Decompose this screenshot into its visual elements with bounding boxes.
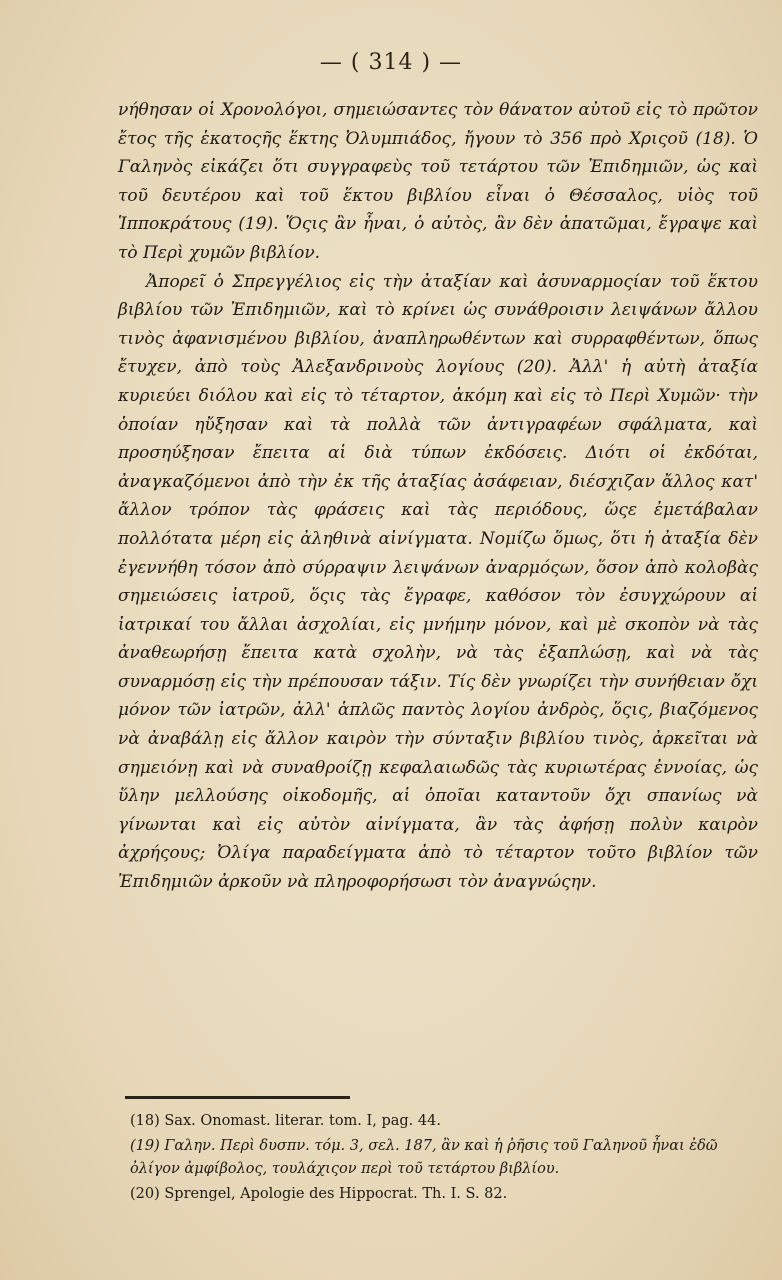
footnote-divider [125, 1096, 350, 1099]
paragraph-continuation: νήθησαν οἱ Χρονολόγοι, σημειώσαντες τὸν θάνατον αὐτοῦ εἰς τὸ πρῶτον ἔτος τῆς ἑκατοςῆς ἕκτης Ὀλυμπιάδος, ἤγουν τὸ 356 πρὸ Χριςοῦ (18). Ὁ Γαληνὸς εἰκάζει ὅτι συγγραφεὺς τοῦ τετάρτου τῶν Ἐπιδημιῶν, ὡς καὶ τοῦ δευτέρου καὶ τοῦ ἕκτου βιβλίου εἶναι ὁ Θέσσαλος, υἱὸς τοῦ Ἱπποκράτους (19). Ὅςις ἂν ἦναι, ὁ αὐτὸς, ἂν δὲν ἀπατῶμαι, ἔγραψε καὶ τὸ Περὶ χυμῶν βιβλίον. [118, 100, 758, 263]
footnotes [130, 1110, 765, 1208]
footnote-20: (20) Sprengel, Apologie des Hippocrat. Th. I. S. 82. [130, 1186, 508, 1202]
page-number-header: — ( 314 ) — [319, 50, 463, 75]
footnote-19: (19) Γαλην. Περὶ δυσπν. τόμ. 3, σελ. 187, ἂν καὶ ἡ ῥῆσις τοῦ Γαληνοῦ ἦναι ἐδῶ ὀλίγον ἀμφίβολος, τουλάχιςον περὶ τοῦ τετάρτου βιβλίου. [130, 1138, 718, 1177]
main-text [118, 96, 758, 897]
paragraph-sprengel: Ἀπορεῖ ὁ Σπρεγγέλιος εἰς τὴν ἀταξίαν καὶ ἀσυναρμοςίαν τοῦ ἕκτου βιβλίου τῶν Ἐπιδημιῶν, καὶ τὸ κρίνει ὡς συνάθροισιν λειψάνων ἄλλου τινὸς ἀφανισμένου βιβλίου, ἀναπληρωθέντων καὶ συρραφθέντων, ὅπως ἔτυχεν, ἀπὸ τοὺς Ἀλεξανδρινοὺς λογίους (20). Ἀλλ' ἡ αὐτὴ ἀταξία κυριεύει διόλου καὶ εἰς τὸ τέταρτον, ἀκόμη καὶ εἰς τὸ Περὶ Χυμῶν· τὴν ὁποίαν ηὔξησαν καὶ τὰ πολλὰ τῶν ἀντιγραφέων σφάλματα, καὶ προσηύξησαν ἔπειτα αἱ διὰ τύπων ἐκδόσεις. Διότι οἱ ἐκδόται, ἀναγκαζόμενοι ἀπὸ τὴν ἐκ τῆς ἀταξίας ἀσάφειαν, διέσχιζαν ἄλλος κατ' ἄλλον τρόπον τὰς φράσεις καὶ τὰς περιόδους, ὥςε ἐμετάβαλαν πολλότατα μέρη εἰς ἀληθινὰ αἰνίγματα. Νομίζω ὅμως, ὅτι ἡ ἀταξία δὲν ἐγεννήθη τόσον ἀπὸ σύρραψιν λειψάνων ἀναρμόςων, ὅσον ἀπὸ κολοβὰς σημειώσεις ἰατροῦ, ὅςις τὰς ἔγραφε, καθόσον τὸν ἐσυγχώρουν αἱ ἰατρικαί του ἄλλαι ἀσχολίαι, εἰς μνήμην μόνον, καὶ μὲ σκοπὸν νὰ τὰς ἀναθεωρήσῃ ἔπειτα κατὰ σχολὴν, νὰ τὰς ἐξαπλώσῃ, καὶ νὰ τὰς συναρμόσῃ εἰς τὴν πρέπουσαν τάξιν. Τίς δὲν γνωρίζει τὴν συνήθειαν ὄχι μόνον τῶν ἰατρῶν, ἀλλ' ἁπλῶς παντὸς λογίου ἀνδρὸς, ὅςις, βιαζόμενος νὰ ἀναβάλῃ εἰς ἄλλον καιρὸν τὴν σύνταξιν βιβλίου τινὸς, ἀρκεῖται νὰ σημειόνῃ καὶ νὰ συναθροίζῃ κεφαλαιωδῶς τὰς κυριωτέρας ἐννοίας, ὡς ὕλην μελλούσης οἰκοδομῆς, αἱ ὁποῖαι καταντοῦν ὄχι σπανίως νὰ γίνωνται καὶ εἰς αὐτὸν αἰνίγματα, ἂν τὰς ἀφήσῃ πολὺν καιρὸν ἀχρήςους; Ὀλίγα παραδείγματα ἀπὸ τὸ τέταρτον τοῦτο βιβλίον τῶν Ἐπιδημιῶν ἀρκοῦν νὰ πληροφορήσωσι τὸν ἀναγνώςην. [118, 271, 758, 893]
footnote-18: (18) Sax. Onomast. literar. tom. I, pag. 44. [130, 1113, 441, 1129]
